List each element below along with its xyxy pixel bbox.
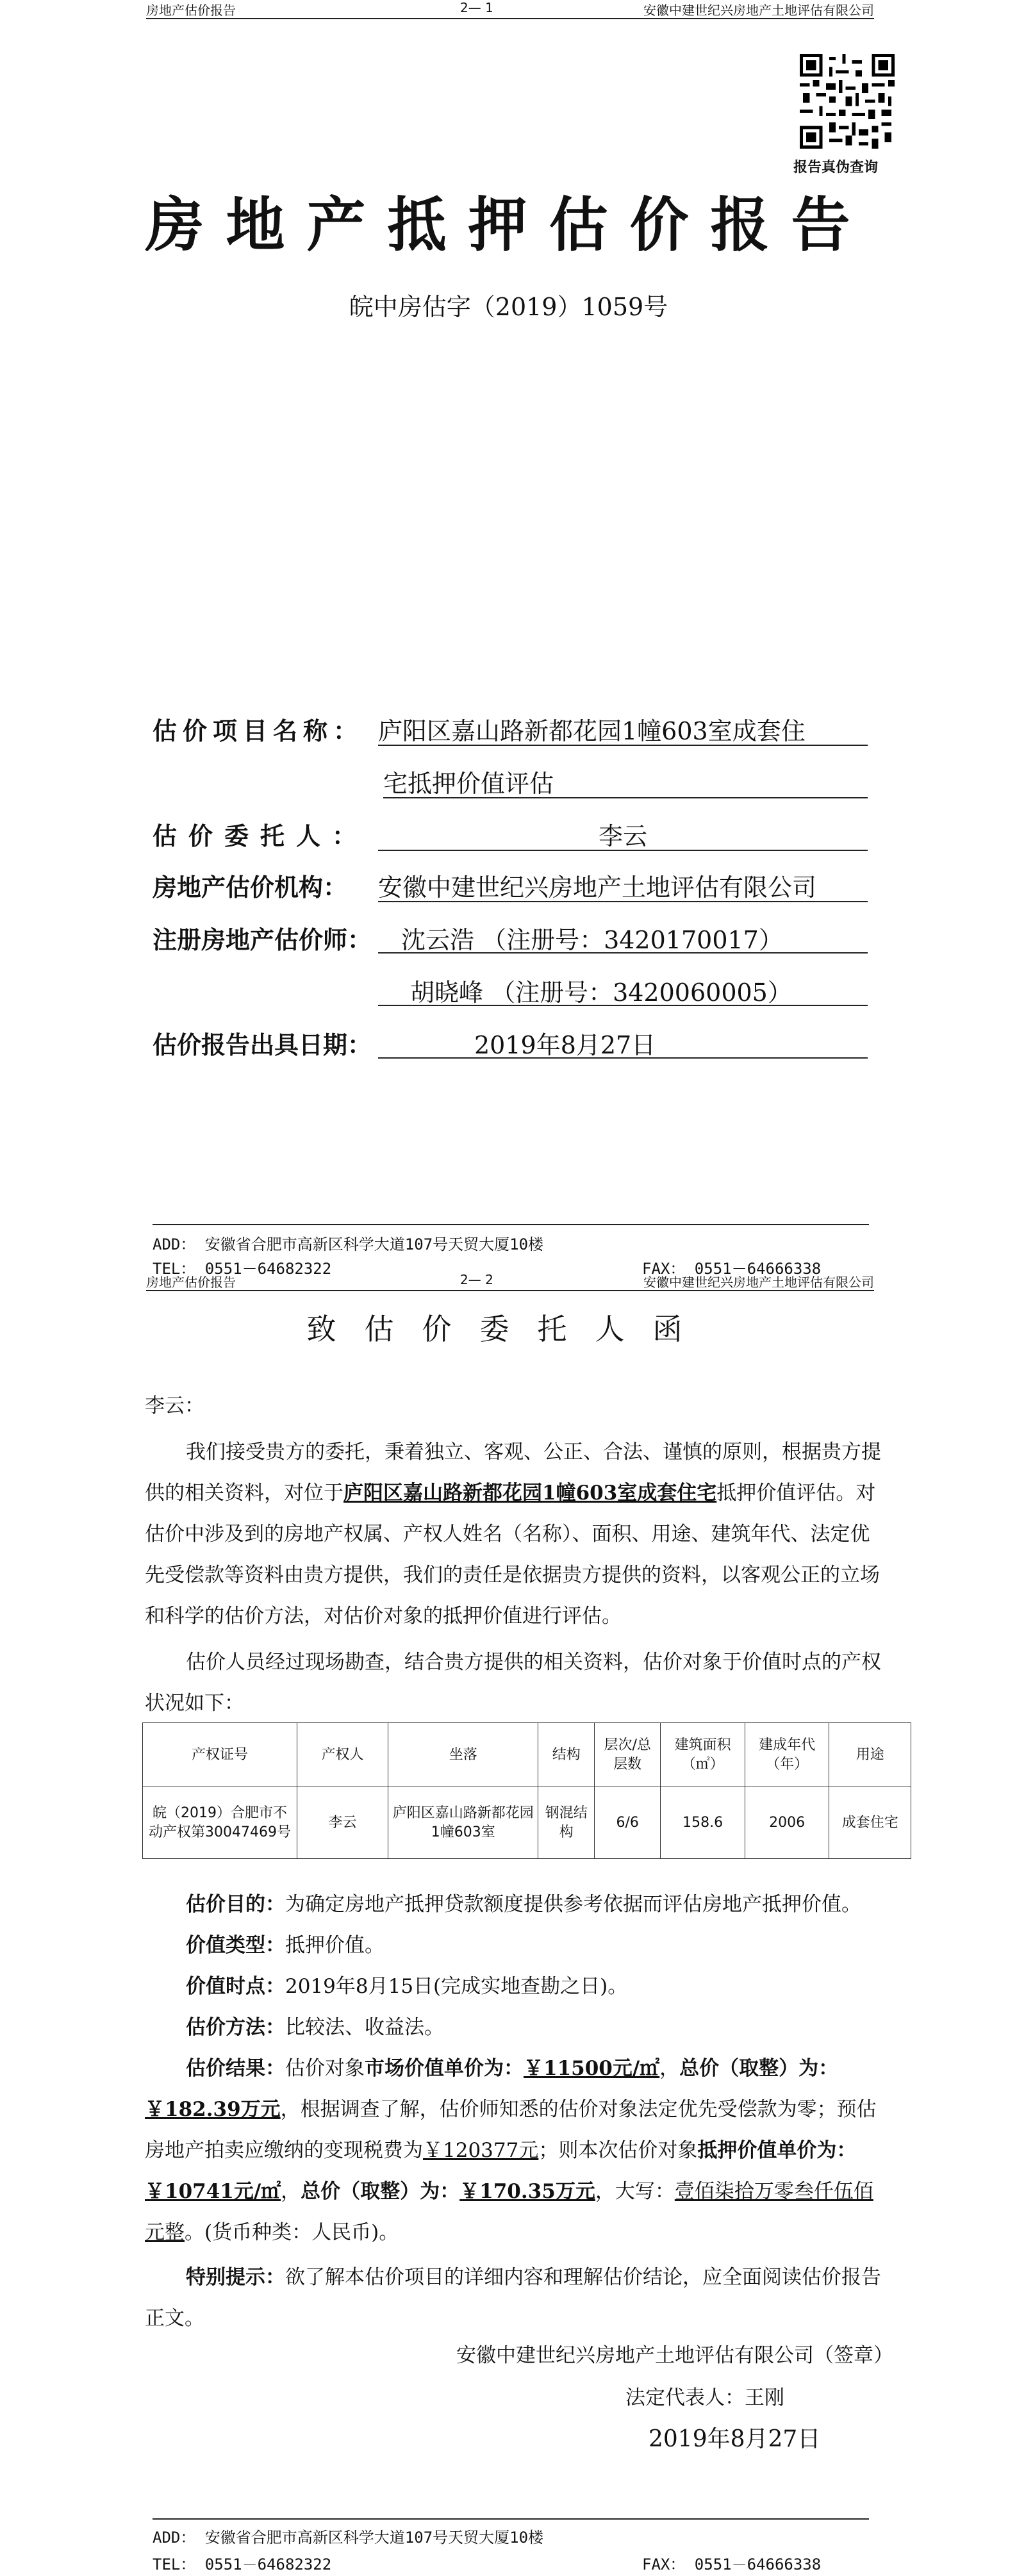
purpose-label: 估价目的： — [186, 1893, 285, 1916]
realization-tax: ￥120377元 — [423, 2139, 539, 2162]
footer-fax: FAX： 0551－64666338 — [642, 1260, 822, 1278]
letter-paragraph-2 — [145, 1642, 882, 1724]
table-cell: 李云 — [297, 1787, 388, 1859]
table-header-cell: 坐落 — [388, 1723, 538, 1787]
appraiser-label: 注册房地产估价师： — [153, 925, 372, 954]
client-value: 李云 — [378, 816, 868, 851]
table-cell: 钢混结构 — [538, 1787, 595, 1859]
signature-company: 安徽中建世纪兴房地产土地评估有限公司（签章） — [456, 2344, 893, 2367]
result-text: 总价（取整）为： — [679, 2057, 839, 2080]
table-cell: 庐阳区嘉山路新都花园1幢603室 — [388, 1787, 538, 1859]
tip-label: 特别提示： — [186, 2266, 285, 2289]
header-page-number-2: 2— 2 — [460, 1272, 493, 1287]
result-paragraph — [145, 2048, 882, 2253]
result-text: ，大写： — [595, 2180, 675, 2203]
letter-title: 致估价委托人函 — [306, 1312, 711, 1346]
appraiser-2-value: 胡晓峰 （注册号：3420060005） — [378, 973, 868, 1006]
purpose-text: 为确定房地产抵押贷款额度提供参考依据而评估房地产抵押价值。 — [285, 1893, 861, 1916]
market-unit-price: ￥11500元/㎡ — [524, 2057, 660, 2080]
footer-tel-2: TEL： 0551－64682322 — [153, 2555, 332, 2573]
qr-caption: 报告真伪查询 — [793, 160, 879, 176]
project-name-label: 估价项目名称： — [153, 716, 364, 745]
footer-fax-2: FAX： 0551－64666338 — [642, 2555, 822, 2573]
result-text: 。(货币种类：人民币)。 — [185, 2221, 399, 2244]
result-text: ， — [281, 2180, 301, 2203]
footer-divider-2 — [153, 2518, 869, 2520]
date-label: 估价报告出具日期： — [153, 1030, 372, 1059]
result-text: ， — [659, 2057, 680, 2080]
report-title: 房地产抵押估价报告 — [145, 190, 872, 260]
table-header-cell: 建成年代（年） — [745, 1723, 829, 1787]
mortgage-total-price: ￥170.35万元 — [459, 2180, 595, 2203]
para2-text: 估价人员经过现场勘查，结合贵方提供的相关资料，估价对象于价值时点的产权状况如下： — [145, 1651, 881, 1715]
agency-value: 安徽中建世纪兴房地产土地评估有限公司 — [378, 868, 868, 902]
signature-representative: 法定代表人：王刚 — [625, 2386, 784, 2409]
para1-address: 庐阳区嘉山路新都花园1幢603室成套住宅 — [343, 1482, 717, 1505]
project-name-value-line2: 宅抵押价值评估 — [383, 764, 868, 798]
footer-address-2: ADD： 安徽省合肥市高新区科学大道107号天贸大厦10楼 — [153, 2529, 544, 2547]
result-text: 市场价值单价为： — [365, 2057, 524, 2080]
header-page-number: 2— 1 — [460, 0, 493, 15]
client-label: 估价委托人： — [153, 822, 368, 850]
agency-label: 房地产估价机构： — [153, 873, 348, 902]
project-name-value-line1: 庐阳区嘉山路新都花园1幢603室成套住 — [378, 711, 868, 746]
header-right-2: 安徽中建世纪兴房地产土地评估有限公司 — [643, 1275, 874, 1290]
signature-date: 2019年8月27日 — [649, 2426, 821, 2452]
tip-text: 欲了解本估价项目的详细内容和理解估价结论，应全面阅读估价报告正文。 — [145, 2266, 881, 2330]
table-header-cell: 结构 — [538, 1723, 595, 1787]
result-text: ；则本次估价对象 — [538, 2139, 698, 2162]
property-table — [142, 1722, 911, 1859]
table-cell: 6/6 — [595, 1787, 661, 1859]
footer-address: ADD： 安徽省合肥市高新区科学大道107号天贸大厦10楼 — [153, 1235, 544, 1253]
qr-code-icon[interactable] — [800, 54, 895, 149]
valuation-items — [145, 1884, 882, 2339]
table-row — [143, 1787, 911, 1859]
table-cell: 成套住宅 — [829, 1787, 911, 1859]
header-left-2: 房地产估价报告 — [146, 1275, 236, 1290]
table-header-cell: 产权人 — [297, 1723, 388, 1787]
para1-text-a: 我们接受贵方的委托，秉着独立、客观、公正、合法、谨慎的原则，根据贵方提供的相关资料，对位于 — [145, 1441, 881, 1505]
letter-paragraph-1 — [145, 1432, 882, 1637]
table-header-row — [143, 1723, 911, 1787]
type-text: 抵押价值。 — [285, 1934, 384, 1957]
footer-tel: TEL： 0551－64682322 — [153, 1260, 332, 1278]
amount-in-words: 壹佰柒拾万零叁仟伍佰元整 — [145, 2180, 873, 2244]
page-header-2 — [146, 1272, 874, 1291]
footer-divider — [153, 1224, 869, 1225]
mortgage-unit-price: ￥10741元/㎡ — [145, 2180, 281, 2203]
appraiser-1-value: 沈云浩 （注册号：3420170017） — [378, 920, 868, 954]
table-header-cell: 产权证号 — [143, 1723, 297, 1787]
table-cell: 158.6 — [661, 1787, 745, 1859]
document-number: 皖中房估字（2019）1059号 — [349, 293, 668, 321]
para1-text-c: 抵押价值评估。对估价中涉及到的房地产权属、产权人姓名（名称）、面积、用途、建筑年代、法定优先受偿款等资料由贵方提供，我们的责任是依据贵方提供的资料，以客观公正的立场和科学的估价方法，对估价对象的抵押价值进行评估。 — [145, 1482, 880, 1628]
type-label: 价值类型： — [186, 1934, 285, 1957]
market-total-price: ￥182.39万元 — [145, 2098, 281, 2121]
result-label: 估价结果： — [186, 2057, 285, 2080]
date-value: 2019年8月27日 — [378, 1025, 868, 1059]
table-cell: 2006 — [745, 1787, 829, 1859]
value-date-label: 价值时点： — [186, 1975, 285, 1998]
table-header-cell: 建筑面积（㎡） — [661, 1723, 745, 1787]
value-date-text: 2019年8月15日(完成实地查勘之日)。 — [285, 1975, 628, 1998]
method-text: 比较法、收益法。 — [285, 2016, 444, 2039]
result-text: 估价对象 — [285, 2057, 365, 2080]
salutation-text: 李云： — [145, 1394, 204, 1417]
table-header-cell: 层次/总层数 — [595, 1723, 661, 1787]
result-text: ，根据调查了解，估价师知悉的估价对象法定优先受偿款为零；预估房地产拍卖应缴纳的变现税费为 — [145, 2098, 877, 2162]
table-header-cell: 用途 — [829, 1723, 911, 1787]
result-text: 抵押价值单价为： — [697, 2139, 857, 2162]
header-right: 安徽中建世纪兴房地产土地评估有限公司 — [643, 3, 874, 18]
method-label: 估价方法： — [186, 2016, 285, 2039]
page-header — [146, 0, 874, 19]
letter-salutation — [145, 1385, 882, 1426]
result-text: 总价（取整）为： — [301, 2180, 460, 2203]
table-cell: 皖（2019）合肥市不动产权第30047469号 — [143, 1787, 297, 1859]
header-left: 房地产估价报告 — [146, 3, 236, 18]
